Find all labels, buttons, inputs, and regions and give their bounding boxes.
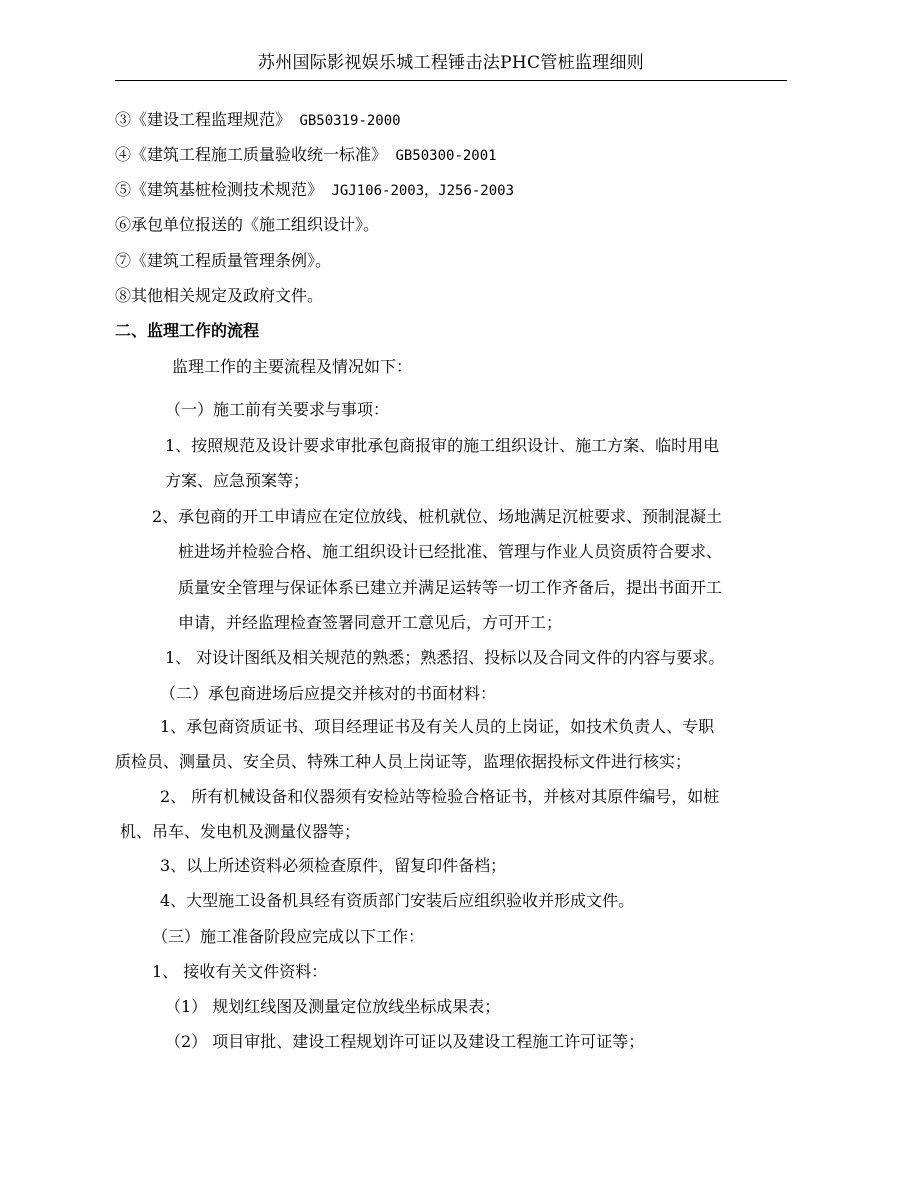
paragraph-line: 质量安全管理与保证体系已建立并满足运转等一切工作齐备后，提出书面开工 [178,578,723,597]
reference-title: ④《建筑工程施工质量验收统一标准》 [115,145,388,164]
paragraph-line: 方案、应急预案等； [165,471,310,490]
paragraph-line: 质检员、测量员、安全员、特殊工种人员上岗证等，监理依据投标文件进行核实； [115,752,692,771]
section-intro: 监理工作的主要流程及情况如下： [172,357,413,376]
page-header-title: 苏州国际影视娱乐城工程锤击法PHC管桩监理细则 [257,53,645,73]
paragraph-line: 1、 接收有关文件资料： [152,962,328,981]
paragraph-line: 4、大型施工设备机具经有资质部门安装后应组织验收并形成文件。 [160,891,635,910]
reference-item [115,179,514,202]
reference-item: ⑧其他相关规定及政府文件。 [115,286,324,305]
paragraph-line: （1） 规划红线图及测量定位放线坐标成果表； [165,997,501,1016]
reference-code: JGJ106-2003，J256-2003 [323,183,515,199]
paragraph-line: 2、 所有机械设备和仪器须有安检站等检验合格证书，并核对其原件编号，如桩 [160,787,720,806]
reference-item: ⑦《建筑工程质量管理条例》。 [115,251,332,270]
paragraph-line: 机、吊车、发电机及测量仪器等； [120,822,361,841]
section-heading: 二、监理工作的流程 [115,321,260,340]
reference-item: ⑥承包单位报送的《施工组织设计》。 [115,215,380,234]
paragraph-line: 1、按照规范及设计要求审批承包商报审的施工组织设计、施工方案、临时用电 [165,436,720,455]
reference-code: GB50300-2001 [387,148,497,164]
reference-title: ⑤《建筑基桩检测技术规范》 [115,180,324,199]
reference-item [115,144,497,167]
paragraph-line: 1、 对设计图纸及相关规范的熟悉；熟悉招、投标以及合同文件的内容与要求。 [165,648,725,667]
paragraph-line: 2、承包商的开工申请应在定位放线、桩机就位、场地满足沉桩要求、预制混凝土 [152,507,723,526]
subsection-title: （二）承包商进场后应提交并核对的书面材料： [160,684,497,703]
paragraph-line: （2） 项目审批、建设工程规划许可证以及建设工程施工许可证等； [165,1032,645,1051]
paragraph-line: 申请，并经监理检查签署同意开工意见后，方可开工； [178,613,563,632]
reference-code: GB50319-2000 [291,113,401,129]
header-divider [115,80,787,81]
paragraph-line: 1、承包商资质证书、项目经理证书及有关人员的上岗证，如技术负责人、专职 [160,717,715,736]
subsection-title: （三）施工准备阶段应完成以下工作： [152,927,425,946]
paragraph-line: 3、以上所述资料必须检查原件，留复印件备档； [160,856,507,875]
paragraph-line: 桩进场并检验合格、施工组织设计已经批准、管理与作业人员资质符合要求、 [178,542,723,561]
reference-item [115,109,401,132]
subsection-title: （一）施工前有关要求与事项： [165,400,390,419]
reference-title: ③《建设工程监理规范》 [115,110,292,129]
